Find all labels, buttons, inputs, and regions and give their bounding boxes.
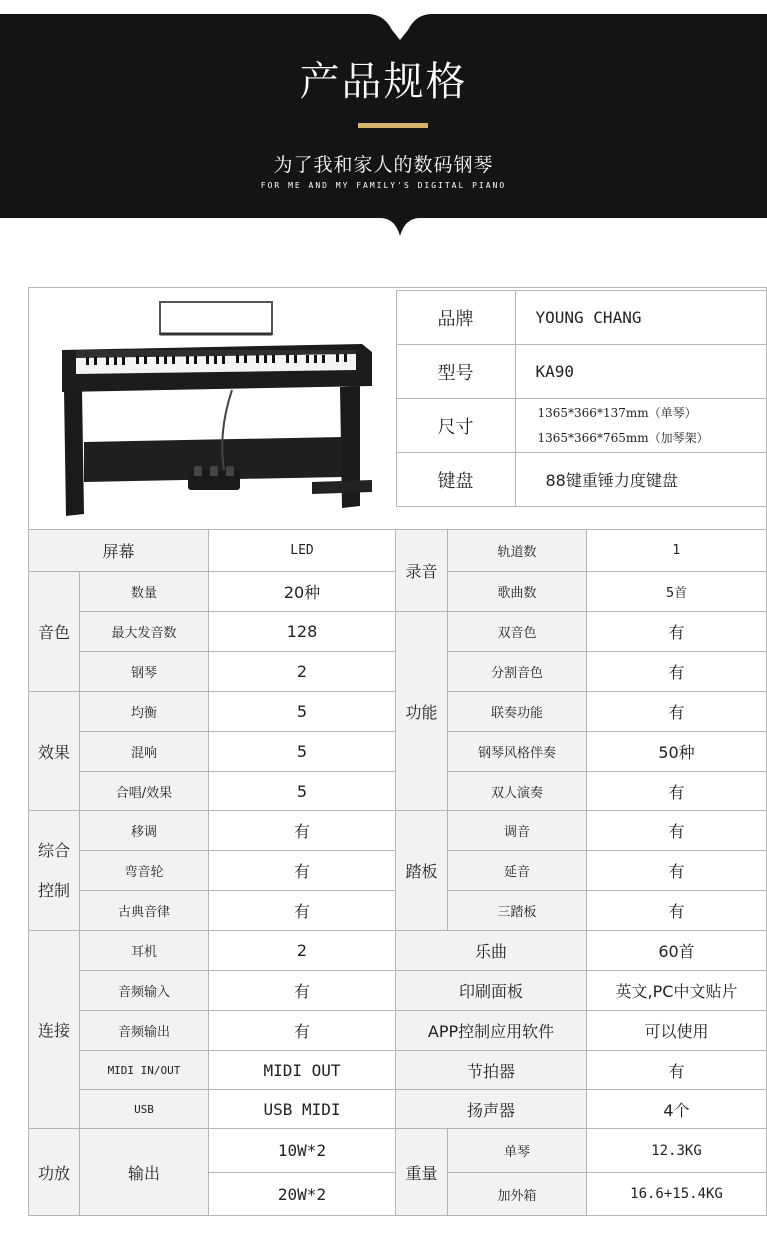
connect-audio-out-label: 音频输出 — [80, 1011, 209, 1051]
control-temperament-value: 有 — [209, 891, 396, 931]
pedal-sustain-label: 延音 — [448, 851, 587, 891]
voice-poly-value: 128 — [209, 612, 396, 652]
page-subtitle-english: FOR ME AND MY FAMILY'S DIGITAL PIANO — [260, 181, 507, 190]
keyboard-value: 88键重锤力度键盘 — [515, 453, 767, 507]
connect-label: 连接 — [29, 931, 80, 1129]
screen-value: LED — [209, 530, 396, 572]
record-songs-label: 歌曲数 — [448, 572, 587, 612]
voice-label: 音色 — [29, 572, 80, 692]
table-row — [29, 1129, 767, 1173]
connect-midi-label: MIDI IN/OUT — [80, 1051, 209, 1090]
function-split-value: 有 — [587, 652, 767, 692]
control-transpose-label: 移调 — [80, 811, 209, 851]
digital-piano-image — [42, 292, 382, 522]
effect-eq-label: 均衡 — [80, 692, 209, 732]
table-row — [29, 1051, 767, 1090]
effect-eq-value: 5 — [209, 692, 396, 732]
product-row — [29, 288, 767, 530]
table-row — [29, 612, 767, 652]
panel-value: 英文,PC中文贴片 — [587, 971, 767, 1011]
connect-usb-label: USB — [80, 1090, 209, 1129]
page-title: 产品规格 — [299, 59, 468, 105]
amp-output-label: 输出 — [80, 1129, 209, 1216]
weight-single-value: 12.3KG — [587, 1129, 767, 1173]
header-banner — [0, 0, 767, 236]
weight-label: 重量 — [396, 1129, 448, 1216]
metronome-label: 节拍器 — [396, 1051, 587, 1090]
effect-reverb-label: 混响 — [80, 732, 209, 772]
pedal-three-value: 有 — [587, 891, 767, 931]
songs-value: 60首 — [587, 931, 767, 971]
function-duet-value: 有 — [587, 772, 767, 811]
brand-value: YOUNG CHANG — [515, 291, 767, 345]
table-row — [29, 1011, 767, 1051]
keyboard-label: 键盘 — [396, 453, 515, 507]
control-bend-label: 弯音轮 — [80, 851, 209, 891]
table-row — [29, 971, 767, 1011]
voice-piano-label: 钢琴 — [80, 652, 209, 692]
voice-poly-label: 最大发音数 — [80, 612, 209, 652]
function-ensemble-label: 联奏功能 — [448, 692, 587, 732]
amp-output-value-2: 20W*2 — [209, 1173, 396, 1216]
function-split-label: 分割音色 — [448, 652, 587, 692]
connect-audio-in-label: 音频输入 — [80, 971, 209, 1011]
voice-count-value: 20种 — [209, 572, 396, 612]
function-duet-label: 双人演奏 — [448, 772, 587, 811]
amp-label: 功放 — [29, 1129, 80, 1216]
table-row — [29, 530, 767, 572]
function-dual-value: 有 — [587, 612, 767, 652]
size-value-single: 1365*366*137mm（单琴） — [537, 405, 697, 420]
screen-label: 屏幕 — [29, 530, 209, 572]
voice-piano-value: 2 — [209, 652, 396, 692]
connect-audio-out-value: 有 — [209, 1011, 396, 1051]
record-label: 录音 — [396, 530, 448, 612]
function-dual-label: 双音色 — [448, 612, 587, 652]
brand-label: 品牌 — [396, 291, 515, 345]
page-subtitle: 为了我和家人的数码钢琴 — [273, 154, 494, 176]
pedal-three-label: 三踏板 — [448, 891, 587, 931]
function-label: 功能 — [396, 612, 448, 811]
table-row — [29, 1090, 767, 1129]
table-row — [29, 931, 767, 971]
spec-table — [28, 287, 767, 1216]
size-value — [515, 399, 767, 453]
control-temperament-label: 古典音律 — [80, 891, 209, 931]
weight-single-label: 单琴 — [448, 1129, 587, 1173]
effect-chorus-label: 合唱/效果 — [80, 772, 209, 811]
metronome-value: 有 — [587, 1051, 767, 1090]
function-style-label: 钢琴风格伴奏 — [448, 732, 587, 772]
size-value-stand: 1365*366*765mm（加琴架） — [537, 430, 709, 445]
pedal-soft-value: 有 — [587, 811, 767, 851]
pedal-sustain-value: 有 — [587, 851, 767, 891]
connect-headphone-value: 2 — [209, 931, 396, 971]
voice-count-label: 数量 — [80, 572, 209, 612]
pedal-label: 踏板 — [396, 811, 448, 931]
amp-output-value-1: 10W*2 — [209, 1129, 396, 1173]
effect-reverb-value: 5 — [209, 732, 396, 772]
model-label: 型号 — [396, 345, 515, 399]
record-songs-value: 5首 — [587, 572, 767, 612]
connect-audio-in-value: 有 — [209, 971, 396, 1011]
product-info-cell — [396, 288, 767, 530]
record-tracks-value: 1 — [587, 530, 767, 572]
title-accent-bar — [358, 123, 428, 128]
size-label: 尺寸 — [396, 399, 515, 453]
control-label-line2: 控制 — [37, 880, 70, 900]
model-value: KA90 — [515, 345, 767, 399]
weight-box-label: 加外箱 — [448, 1173, 587, 1216]
weight-box-value: 16.6+15.4KG — [587, 1173, 767, 1216]
app-value: 可以使用 — [587, 1011, 767, 1051]
function-ensemble-value: 有 — [587, 692, 767, 732]
effect-label: 效果 — [29, 692, 80, 811]
product-image-cell — [29, 288, 396, 530]
pedal-soft-label: 调音 — [448, 811, 587, 851]
record-tracks-label: 轨道数 — [448, 530, 587, 572]
app-label: APP控制应用软件 — [396, 1011, 587, 1051]
connect-usb-value: USB MIDI — [209, 1090, 396, 1129]
connect-midi-value: MIDI OUT — [209, 1051, 396, 1090]
control-bend-value: 有 — [209, 851, 396, 891]
product-info-table — [396, 290, 767, 507]
effect-chorus-value: 5 — [209, 772, 396, 811]
table-row — [29, 811, 767, 851]
function-style-value: 50种 — [587, 732, 767, 772]
connect-headphone-label: 耳机 — [80, 931, 209, 971]
control-label — [29, 811, 80, 931]
panel-label: 印刷面板 — [396, 971, 587, 1011]
control-label-line1: 综合 — [37, 840, 70, 860]
songs-label: 乐曲 — [396, 931, 587, 971]
control-transpose-value: 有 — [209, 811, 396, 851]
speaker-label: 扬声器 — [396, 1090, 587, 1129]
banner-background — [0, 0, 767, 236]
speaker-value: 4个 — [587, 1090, 767, 1129]
